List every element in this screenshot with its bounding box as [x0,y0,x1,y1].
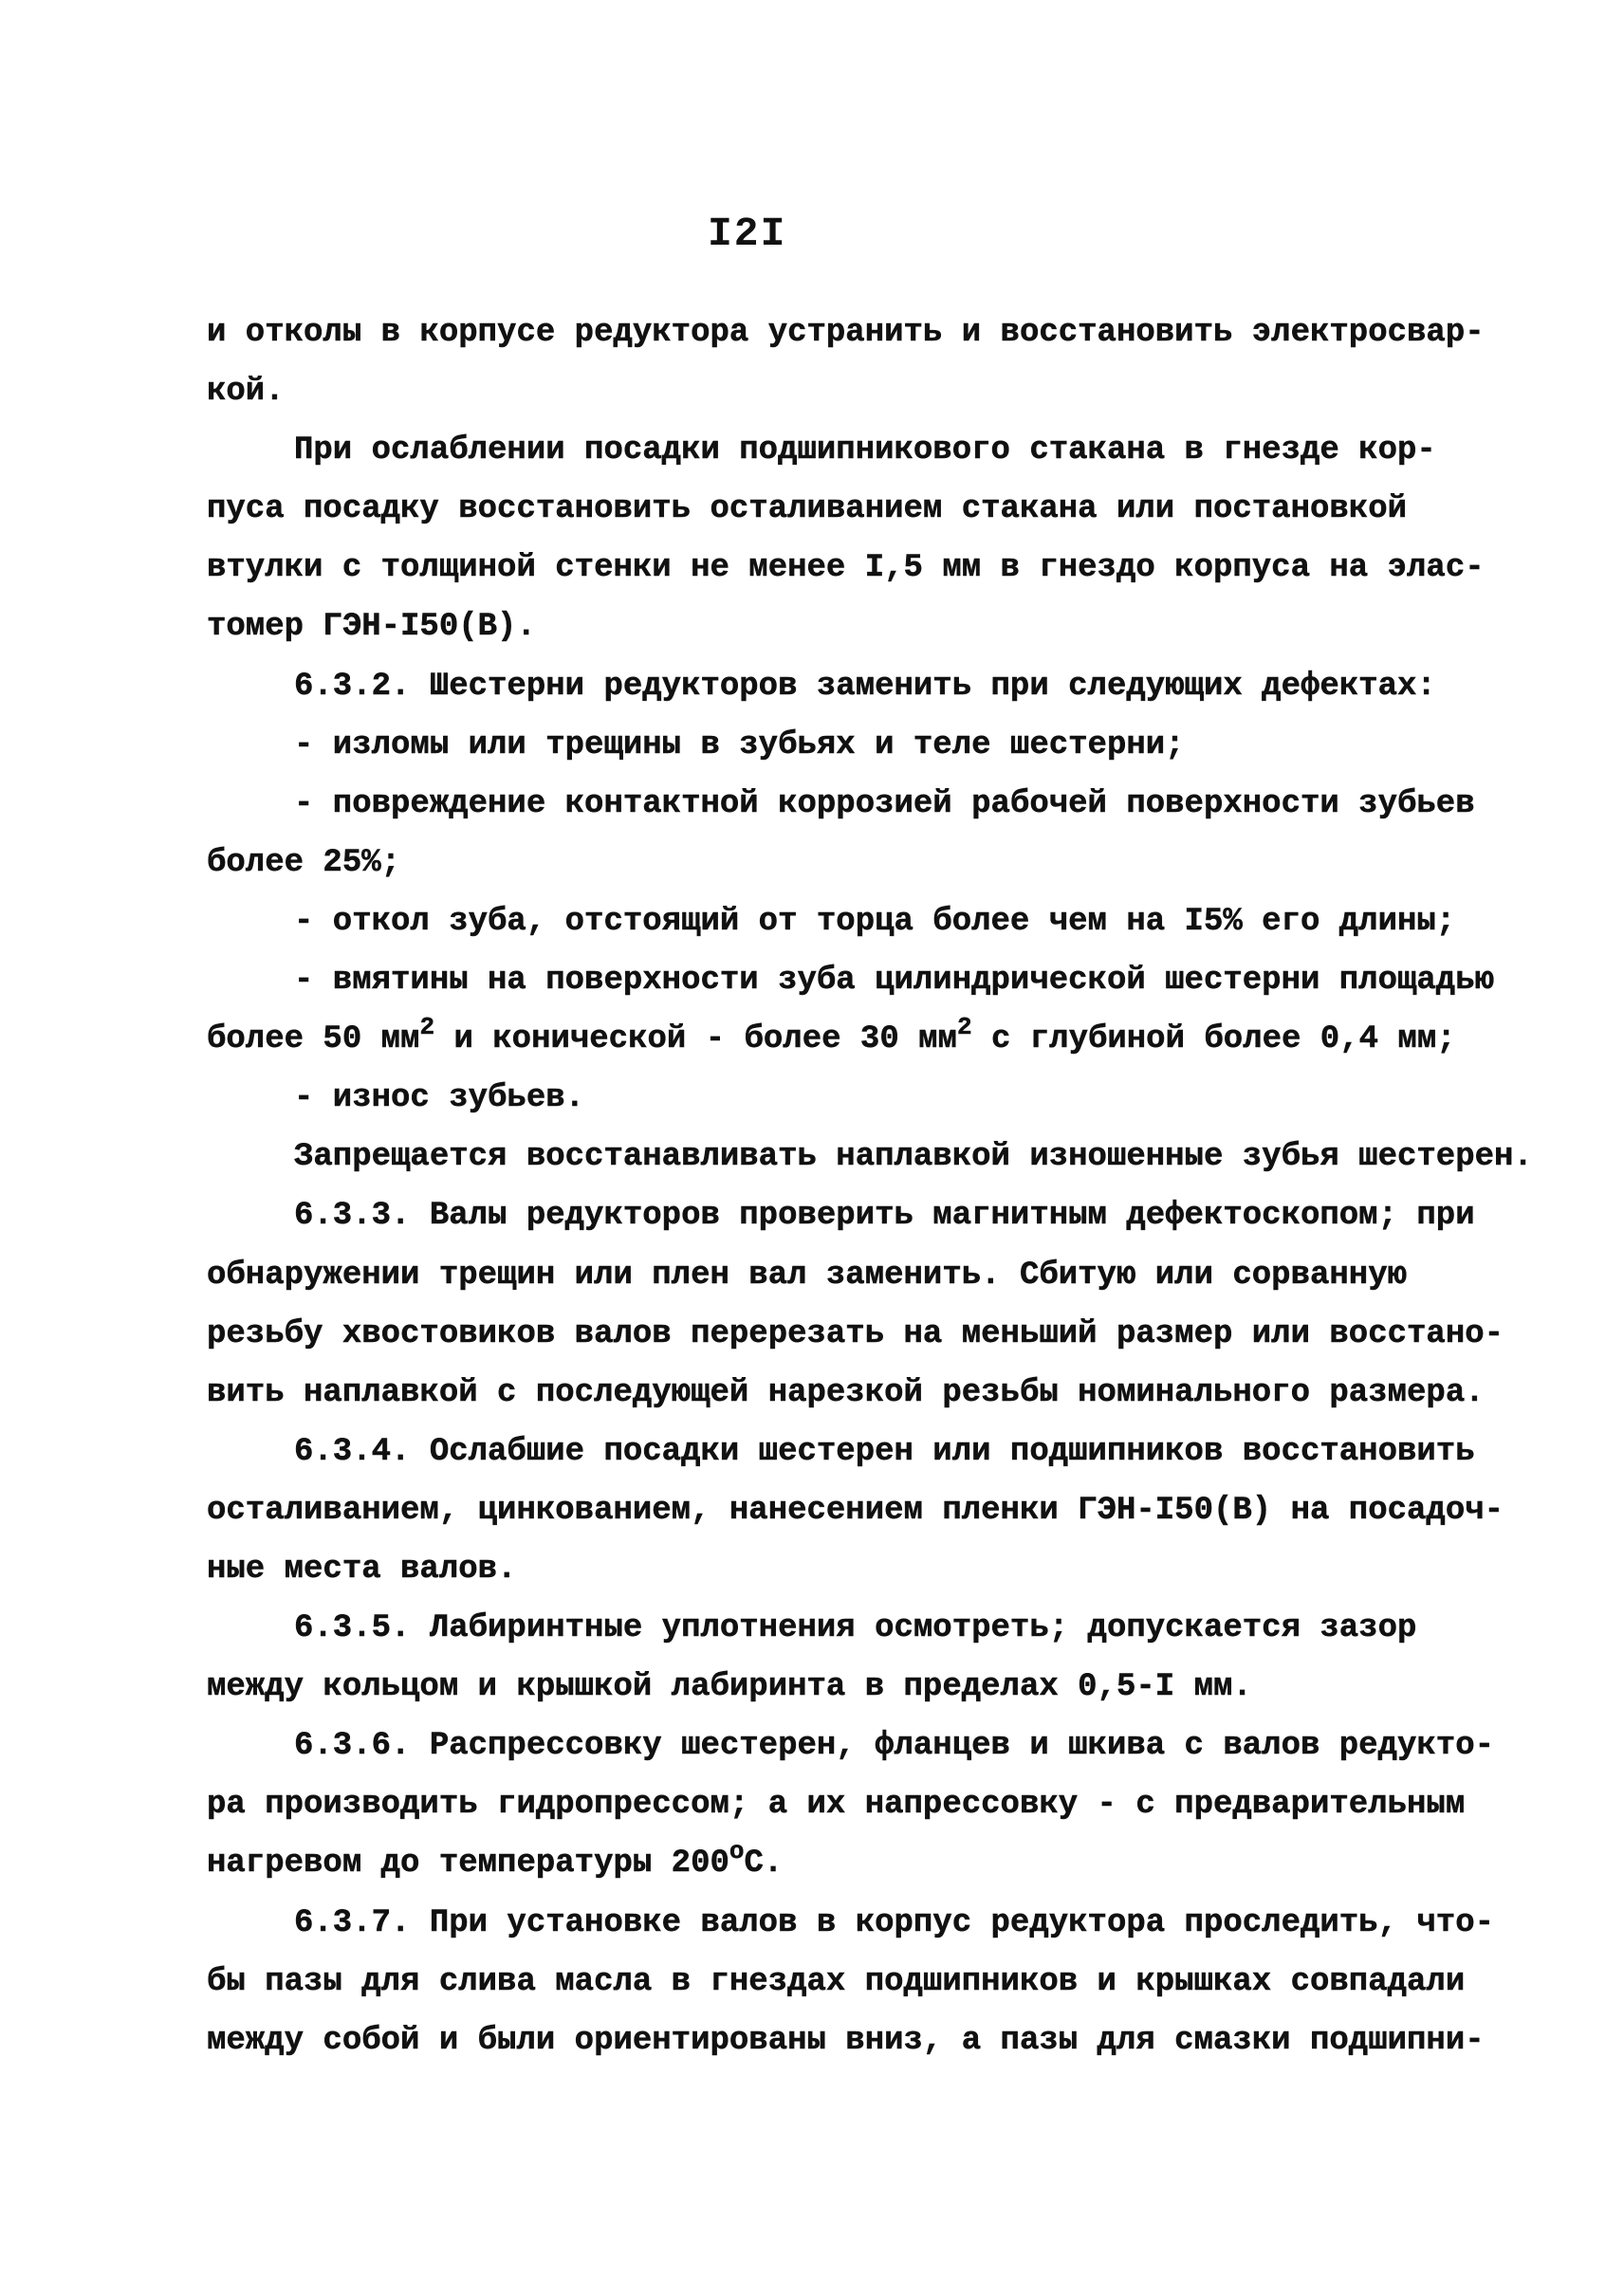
degree-superscript: о [729,1837,745,1866]
text-line: томер ГЭН-I50(В). [207,609,536,646]
text-line: между собой и были ориентированы вниз, а пазы для смазки подшипни- [207,2022,1485,2059]
text-line: втулки с толщиной стенки не менее I,5 мм в гнездо корпуса на элас- [207,550,1485,587]
text-line: и отколы в корпусе редуктора устранить и восстановить электросвар- [207,315,1485,351]
section-heading-6-3-7: 6.3.7. При установке валов в корпус редуктора проследить, что- [294,1904,1495,1941]
superscript: 2 [419,1013,435,1042]
section-heading-6-3-6: 6.3.6. Распрессовку шестерен, фланцев и шкива с валов редукто- [294,1728,1495,1765]
text-line: вить наплавкой с последующей нарезкой резьбы номинального размера. [207,1374,1485,1411]
text-fragment: с глубиной более 0,4 мм; [971,1021,1456,1058]
text-line: ные места валов. [207,1551,517,1588]
text-line: пуса посадку восстановить осталиванием стакана или постановкой [207,491,1408,528]
section-heading-6-3-2: 6.3.2. Шестерни редукторов заменить при следующих дефектах: [294,668,1436,705]
text-line: обнаружении трещин или плен вал заменить. Сбитую или сорванную [207,1257,1408,1294]
text-line: резьбу хвостовиков валов перерезать на меньший размер или восстано- [207,1315,1504,1352]
text-line: ра производить гидропрессом; а их напрессовку - с предварительным [207,1787,1466,1824]
list-item: - износ зубьев. [294,1080,585,1117]
list-item-continuation [207,1010,1487,1069]
list-item-continuation: более 25%; [207,844,401,881]
section-heading-6-3-3: 6.3.3. Валы редукторов проверить магнитным дефектоскопом; при [294,1198,1475,1235]
page-number: I2I [708,211,787,257]
text-line: кой. [207,374,285,411]
superscript: 2 [956,1013,972,1042]
text-fragment: С. [744,1846,784,1883]
paragraph-first-line: Запрещается восстанавливать наплавкой изношенные зубья шестерен. [294,1139,1533,1176]
text-fragment: более 50 мм [207,1021,420,1058]
text-line: между кольцом и крышкой лабиринта в пределах 0,5-I мм. [207,1669,1252,1706]
document-body [207,303,1533,2070]
list-item: - вмятины на поверхности зуба цилиндрической шестерни площадью [294,963,1495,1000]
list-item: - откол зуба, отстоящий от торца более чем на I5% его длины; [294,903,1456,940]
section-heading-6-3-5: 6.3.5. Лабиринтные уплотнения осмотреть; допускается зазор [294,1610,1417,1647]
text-fragment: нагревом до температуры 200 [207,1846,729,1883]
text-line: осталиванием, цинкованием, нанесением пленки ГЭН-I50(В) на посадоч- [207,1492,1504,1529]
list-item: - изломы или трещины в зубьях и теле шестерни; [294,726,1185,763]
section-heading-6-3-4: 6.3.4. Ослабшие посадки шестерен или подшипников восстановить [294,1433,1475,1470]
text-line [207,1834,1487,1893]
text-line: бы пазы для слива масла в гнездах подшипников и крышках совпадали [207,1963,1466,2000]
paragraph-first-line: При ослаблении посадки подшипникового стакана в гнезде кор- [294,432,1436,469]
text-fragment: и конической - более 30 мм [434,1021,957,1058]
list-item: - повреждение контактной коррозией рабочей поверхности зубьев [294,785,1475,822]
